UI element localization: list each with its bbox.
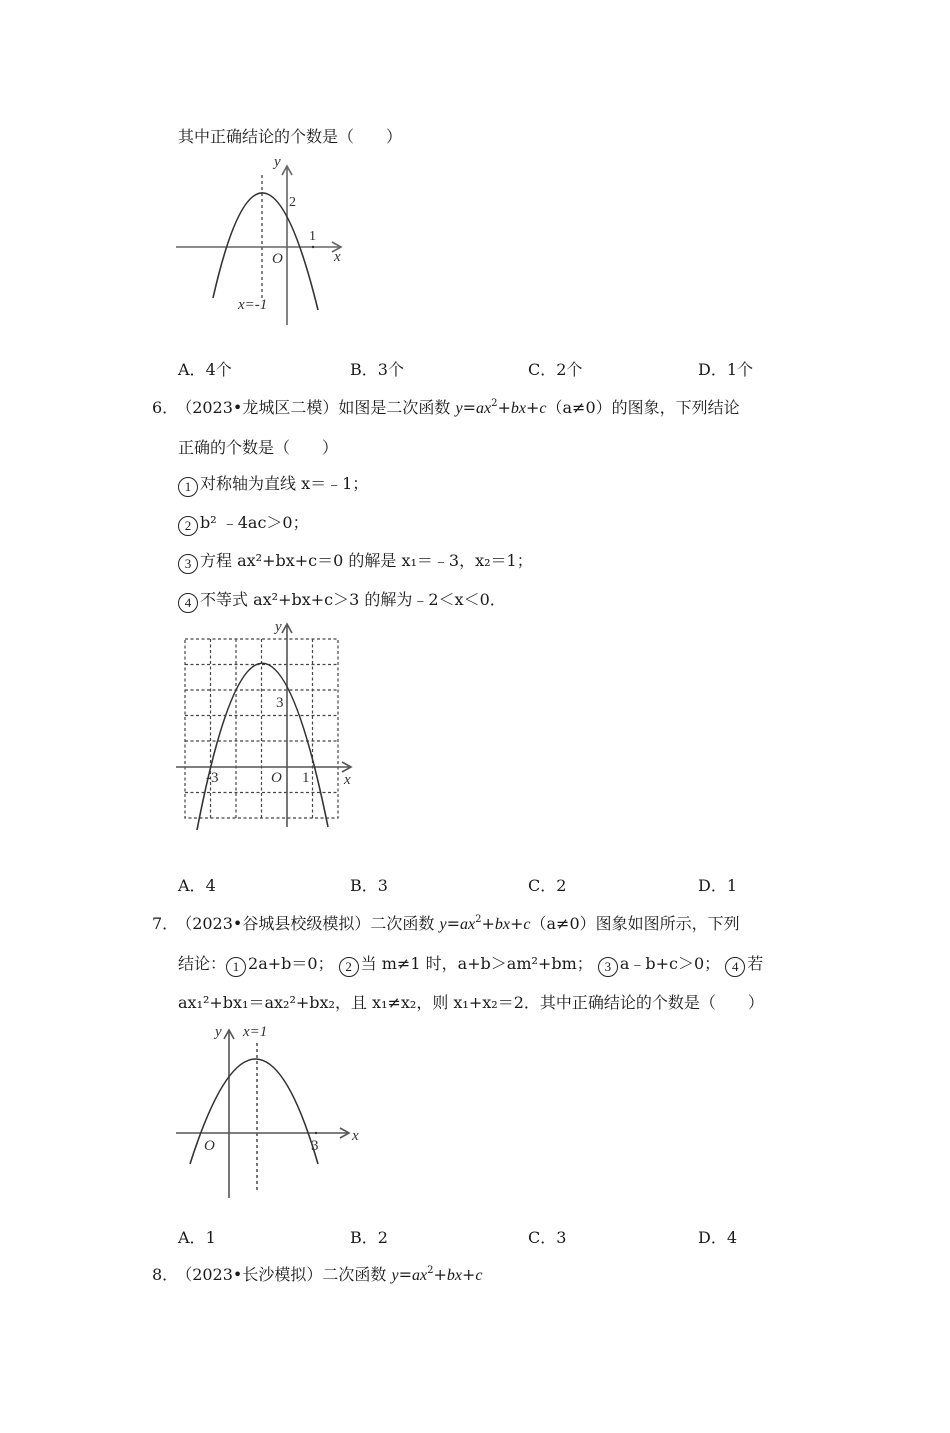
circled-1-icon: 1 (178, 477, 198, 497)
q7-stem-line3: ax₁²+bx₁＝ax₂²+bx₂，且 x₁≠x₂，则 x₁+x₂＝2．其中正确结论的个数是（ ） (178, 993, 764, 1012)
svg-text:y: y (215, 1024, 222, 1040)
q6-source: （2023•龙城区二模） (184, 398, 339, 417)
q7-number: 7． (152, 914, 179, 933)
q7-option-c[interactable]: C．3 (528, 1228, 567, 1247)
q8-stem-line1: 8． （2023•长沙模拟）二次函数 $y=ax^2+bx+c$ (152, 1265, 483, 1284)
svg-text:x=-1: x=-1 (238, 297, 268, 313)
q7-formula: y (439, 916, 447, 933)
svg-text:O: O (271, 770, 282, 786)
svg-text:3: 3 (311, 1138, 319, 1154)
circled-2-icon: 2 (339, 957, 359, 977)
q7-option-d[interactable]: D．4 (698, 1228, 738, 1247)
q8-formula: y (391, 1267, 399, 1284)
q6-statement-3: 3 方程 ax²+bx+c＝0 的解是 x₁＝﹣3，x₂＝1； (178, 551, 533, 574)
q7-option-b[interactable]: B．2 (350, 1228, 388, 1247)
q6-option-b[interactable]: B．3 (350, 876, 388, 895)
svg-text:x=1: x=1 (243, 1024, 268, 1040)
q6-parabola-grid-graph (170, 610, 370, 840)
q5-parabola-graph (170, 150, 350, 330)
q6-number: 6． (152, 398, 179, 417)
q6-stem-line1: 6． （2023•龙城区二模）如图是二次函数 $y=ax^2+bx+c(a\ne 0)$的图象，下列结论 (152, 398, 740, 417)
q5-question-tail: 其中正确结论的个数是（ ） (178, 127, 403, 146)
q8-source: （2023•长沙模拟） (184, 1265, 323, 1284)
svg-text:O: O (272, 251, 283, 267)
svg-text:-3: -3 (206, 770, 219, 786)
q8-number: 8． (152, 1265, 179, 1284)
q5-option-c[interactable]: C．2个 (528, 360, 583, 379)
circled-4-icon: 4 (725, 957, 745, 977)
q7-source: （2023•谷城县校级模拟） (184, 914, 371, 933)
svg-text:2: 2 (289, 195, 296, 210)
circled-3-icon: 3 (598, 957, 618, 977)
svg-text:x: x (334, 249, 341, 265)
q6-stem-line2: 正确的个数是（ ） (178, 438, 339, 457)
q6-option-c[interactable]: C．2 (528, 876, 567, 895)
q5-option-a[interactable]: A．4个 (178, 360, 232, 379)
q6-option-a[interactable]: A．4 (178, 876, 216, 895)
q7-parabola-graph (170, 1015, 370, 1205)
q7-stem-line2: 结论： 1 2a+b＝0； 2 当 m≠1 时，a+b＞am²+bm； 3 a﹣b+c＞0； 4 若 (178, 954, 763, 977)
svg-text:x: x (352, 1128, 359, 1144)
svg-text:y: y (274, 154, 281, 170)
q7-stem-line1: 7． （2023•谷城县校级模拟）二次函数 $y=ax^2+bx+c(a\ne 0)$图象如图所示，下列 (152, 914, 740, 933)
q7-option-a[interactable]: A．1 (178, 1228, 216, 1247)
svg-text:O: O (204, 1138, 215, 1154)
circled-1-icon: 1 (226, 957, 246, 977)
q6-option-d[interactable]: D．1 (698, 876, 738, 895)
q6-statement-1: 1 对称轴为直线 x＝﹣1； (178, 474, 368, 497)
svg-text:x: x (344, 772, 351, 788)
q6-statement-4: 4 不等式 ax²+bx+c＞3 的解为﹣2＜x＜0． (178, 590, 506, 613)
q6-statement-2: 2 b² ﹣4ac＞0； (178, 513, 309, 536)
svg-text:3: 3 (276, 695, 284, 711)
q6-formula: y (455, 400, 463, 417)
q5-option-b[interactable]: B．3个 (350, 360, 404, 379)
circled-2-icon: 2 (178, 516, 198, 536)
q5-option-d[interactable]: D．1个 (698, 360, 754, 379)
circled-3-icon: 3 (178, 554, 198, 574)
svg-text:1: 1 (309, 229, 316, 244)
svg-text:y: y (275, 619, 282, 635)
circled-4-icon: 4 (178, 593, 198, 613)
svg-text:1: 1 (302, 770, 310, 786)
